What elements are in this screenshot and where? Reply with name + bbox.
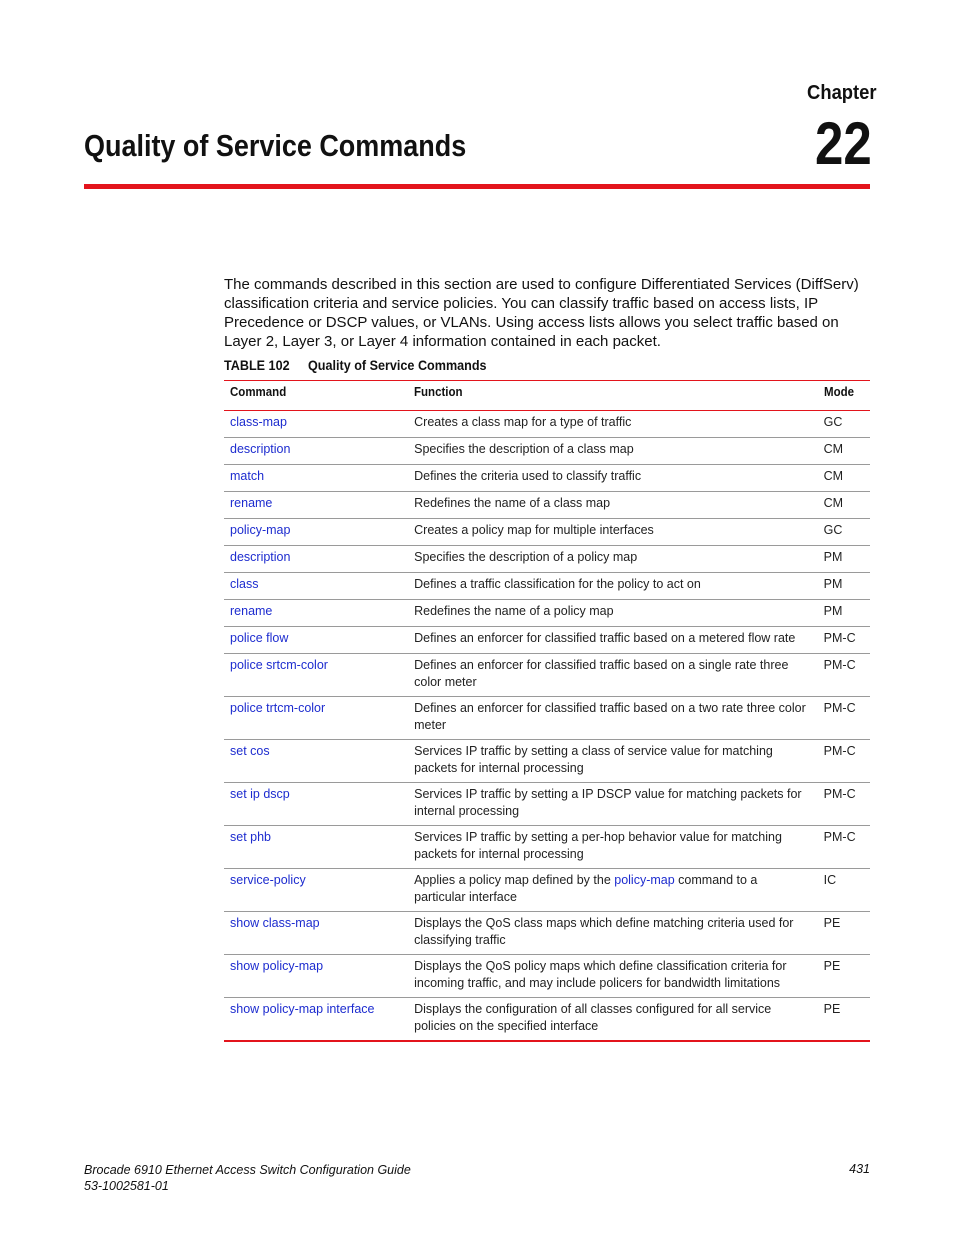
command-link[interactable]: rename bbox=[224, 600, 408, 627]
function-cell: Redefines the name of a class map bbox=[408, 492, 818, 519]
table-row bbox=[224, 869, 870, 912]
command-link[interactable]: set ip dscp bbox=[224, 783, 408, 826]
command-link[interactable]: rename bbox=[224, 492, 408, 519]
function-cell: Defines an enforcer for classified traffic based on a single rate three color meter bbox=[408, 654, 818, 697]
footer-page-number: 431 bbox=[849, 1162, 870, 1176]
table-row bbox=[224, 998, 870, 1042]
mode-cell: PM bbox=[818, 600, 870, 627]
footer-doc-number: 53-1002581-01 bbox=[84, 1179, 169, 1193]
table-row bbox=[224, 697, 870, 740]
table-row bbox=[224, 600, 870, 627]
command-link[interactable]: set phb bbox=[224, 826, 408, 869]
table-row bbox=[224, 740, 870, 783]
qos-commands-table bbox=[224, 380, 870, 1042]
command-link[interactable]: policy-map bbox=[224, 519, 408, 546]
mode-cell: PM-C bbox=[818, 654, 870, 697]
header-function: Function bbox=[408, 381, 818, 411]
function-cell: Displays the configuration of all classes configured for all service policies on the specified interface bbox=[408, 998, 818, 1042]
mode-cell: IC bbox=[818, 869, 870, 912]
command-link[interactable]: police flow bbox=[224, 627, 408, 654]
command-link[interactable]: show class-map bbox=[224, 912, 408, 955]
mode-cell: CM bbox=[818, 492, 870, 519]
table-row bbox=[224, 492, 870, 519]
chapter-number: 22 bbox=[815, 110, 872, 177]
command-link[interactable]: description bbox=[224, 546, 408, 573]
table-row bbox=[224, 411, 870, 438]
command-link[interactable]: show policy-map bbox=[224, 955, 408, 998]
command-link[interactable]: service-policy bbox=[224, 869, 408, 912]
function-text: command to a particular interface bbox=[414, 873, 758, 904]
command-link[interactable]: police srtcm-color bbox=[224, 654, 408, 697]
footer-guide-title: Brocade 6910 Ethernet Access Switch Configuration Guide bbox=[84, 1163, 411, 1177]
mode-cell: CM bbox=[818, 438, 870, 465]
mode-cell: GC bbox=[818, 519, 870, 546]
page-title: Quality of Service Commands bbox=[84, 128, 467, 163]
function-cell: Specifies the description of a class map bbox=[408, 438, 818, 465]
function-cell: Defines an enforcer for classified traffic based on a two rate three color meter bbox=[408, 697, 818, 740]
command-link[interactable]: set cos bbox=[224, 740, 408, 783]
mode-cell: PM-C bbox=[818, 740, 870, 783]
function-text: Applies a policy map defined by the bbox=[414, 873, 615, 887]
command-link[interactable]: match bbox=[224, 465, 408, 492]
mode-cell: PM-C bbox=[818, 627, 870, 654]
function-cell: Defines the criteria used to classify traffic bbox=[408, 465, 818, 492]
table-caption bbox=[224, 357, 506, 373]
mode-cell: PM-C bbox=[818, 697, 870, 740]
header-command: Command bbox=[224, 381, 408, 411]
mode-cell: PE bbox=[818, 912, 870, 955]
command-link[interactable]: police trtcm-color bbox=[224, 697, 408, 740]
function-cell: Defines a traffic classification for the policy to act on bbox=[408, 573, 818, 600]
command-link[interactable]: description bbox=[224, 438, 408, 465]
table-row bbox=[224, 912, 870, 955]
policy-map-link[interactable]: policy-map bbox=[614, 873, 675, 887]
table-row bbox=[224, 573, 870, 600]
function-cell: Services IP traffic by setting a per-hop behavior value for matching packets for internal processing bbox=[408, 826, 818, 869]
header-mode: Mode bbox=[818, 381, 870, 411]
intro-paragraph: The commands described in this section are used to configure Differentiated Services (DiffServ) classification criteria and service policies. You can classify traffic based on access lists, IP Precedence or DSCP values, or VLANs. Using access lists allows you select traffic based on Layer 2, Layer 3, or Layer 4 information contained in each packet. bbox=[224, 276, 859, 350]
table-row bbox=[224, 627, 870, 654]
table-row bbox=[224, 546, 870, 573]
mode-cell: PE bbox=[818, 955, 870, 998]
table-row bbox=[224, 438, 870, 465]
function-cell: Displays the QoS class maps which define matching criteria used for classifying traffic bbox=[408, 912, 818, 955]
table-row bbox=[224, 826, 870, 869]
function-cell: Creates a class map for a type of traffic bbox=[408, 411, 818, 438]
table-row bbox=[224, 465, 870, 492]
command-link[interactable]: class-map bbox=[224, 411, 408, 438]
chapter-label: Chapter bbox=[807, 82, 877, 104]
table-header-row bbox=[224, 381, 870, 411]
mode-cell: PM-C bbox=[818, 826, 870, 869]
function-cell bbox=[408, 869, 818, 912]
table-row bbox=[224, 519, 870, 546]
title-rule bbox=[84, 184, 870, 189]
table-row bbox=[224, 955, 870, 998]
command-link[interactable]: class bbox=[224, 573, 408, 600]
function-cell: Creates a policy map for multiple interfaces bbox=[408, 519, 818, 546]
function-cell: Displays the QoS policy maps which define classification criteria for incoming traffic, and may include policers for bandwidth limitations bbox=[408, 955, 818, 998]
footer-guide-info bbox=[84, 1162, 411, 1194]
command-link[interactable]: show policy-map interface bbox=[224, 998, 408, 1042]
mode-cell: CM bbox=[818, 465, 870, 492]
function-cell: Specifies the description of a policy map bbox=[408, 546, 818, 573]
table-caption-number: TABLE 102 bbox=[224, 357, 290, 373]
function-cell: Redefines the name of a policy map bbox=[408, 600, 818, 627]
function-cell: Services IP traffic by setting a class of service value for matching packets for internal processing bbox=[408, 740, 818, 783]
table-row bbox=[224, 783, 870, 826]
mode-cell: PE bbox=[818, 998, 870, 1042]
function-cell: Defines an enforcer for classified traffic based on a metered flow rate bbox=[408, 627, 818, 654]
mode-cell: PM bbox=[818, 546, 870, 573]
mode-cell: GC bbox=[818, 411, 870, 438]
mode-cell: PM-C bbox=[818, 783, 870, 826]
mode-cell: PM bbox=[818, 573, 870, 600]
function-cell: Services IP traffic by setting a IP DSCP value for matching packets for internal processing bbox=[408, 783, 818, 826]
table-row bbox=[224, 654, 870, 697]
table-caption-title: Quality of Service Commands bbox=[308, 357, 487, 373]
